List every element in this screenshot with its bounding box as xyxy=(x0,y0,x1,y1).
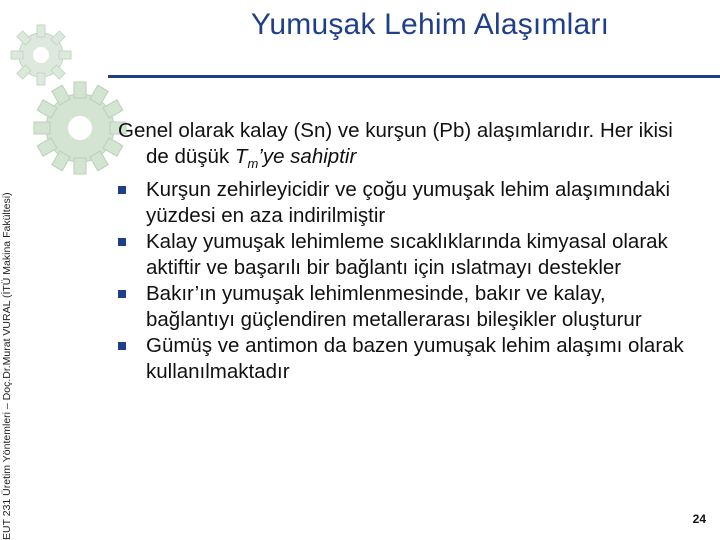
title-divider xyxy=(108,75,720,78)
square-bullet-icon xyxy=(118,238,126,246)
side-footer-text: EUT 231 Üretim Yöntemleri – Doç.Dr.Murat VURAL (İTÜ Makina Fakültesi) xyxy=(1,192,13,540)
bullet-text: Kurşun zehirleyicidir ve çoğu yumuşak lehim alaşımındaki yüzdesi en aza indirilmiştir xyxy=(146,178,671,228)
gear-icon xyxy=(30,78,130,178)
square-bullet-icon xyxy=(118,186,126,194)
tm-symbol: T xyxy=(234,145,248,168)
list-item xyxy=(118,229,698,281)
slide-body xyxy=(118,118,698,385)
square-bullet-icon xyxy=(118,290,126,298)
intro-text: Genel olarak kalay (Sn) ve kurşun (Pb) alaşımlarıdır. Her ikisi de düşük xyxy=(118,119,673,168)
tm-subscript: m xyxy=(247,156,259,172)
intro-paragraph xyxy=(118,118,698,177)
page-number: 24 xyxy=(692,512,706,526)
list-item xyxy=(118,333,698,385)
square-bullet-icon xyxy=(118,342,126,350)
slide-title: Yumuşak Lehim Alaşımları xyxy=(250,8,610,41)
bullet-text: Bakır’ın yumuşak lehimlenmesinde, bakır ve kalay, bağlantıyı güçlendiren metallerarası bileşikler oluşturur xyxy=(146,282,642,332)
list-item xyxy=(118,281,698,333)
intro-tail: ’ye sahiptir xyxy=(258,145,357,168)
bullet-text: Kalay yumuşak lehimleme sıcaklıklarında kimyasal olarak aktiftir ve başarılı bir bağlantı için ıslatmayı destekler xyxy=(146,230,668,280)
bullet-text: Gümüş ve antimon da bazen yumuşak lehim alaşımı olarak kullanılmaktadır xyxy=(146,334,684,384)
list-item xyxy=(118,177,698,229)
